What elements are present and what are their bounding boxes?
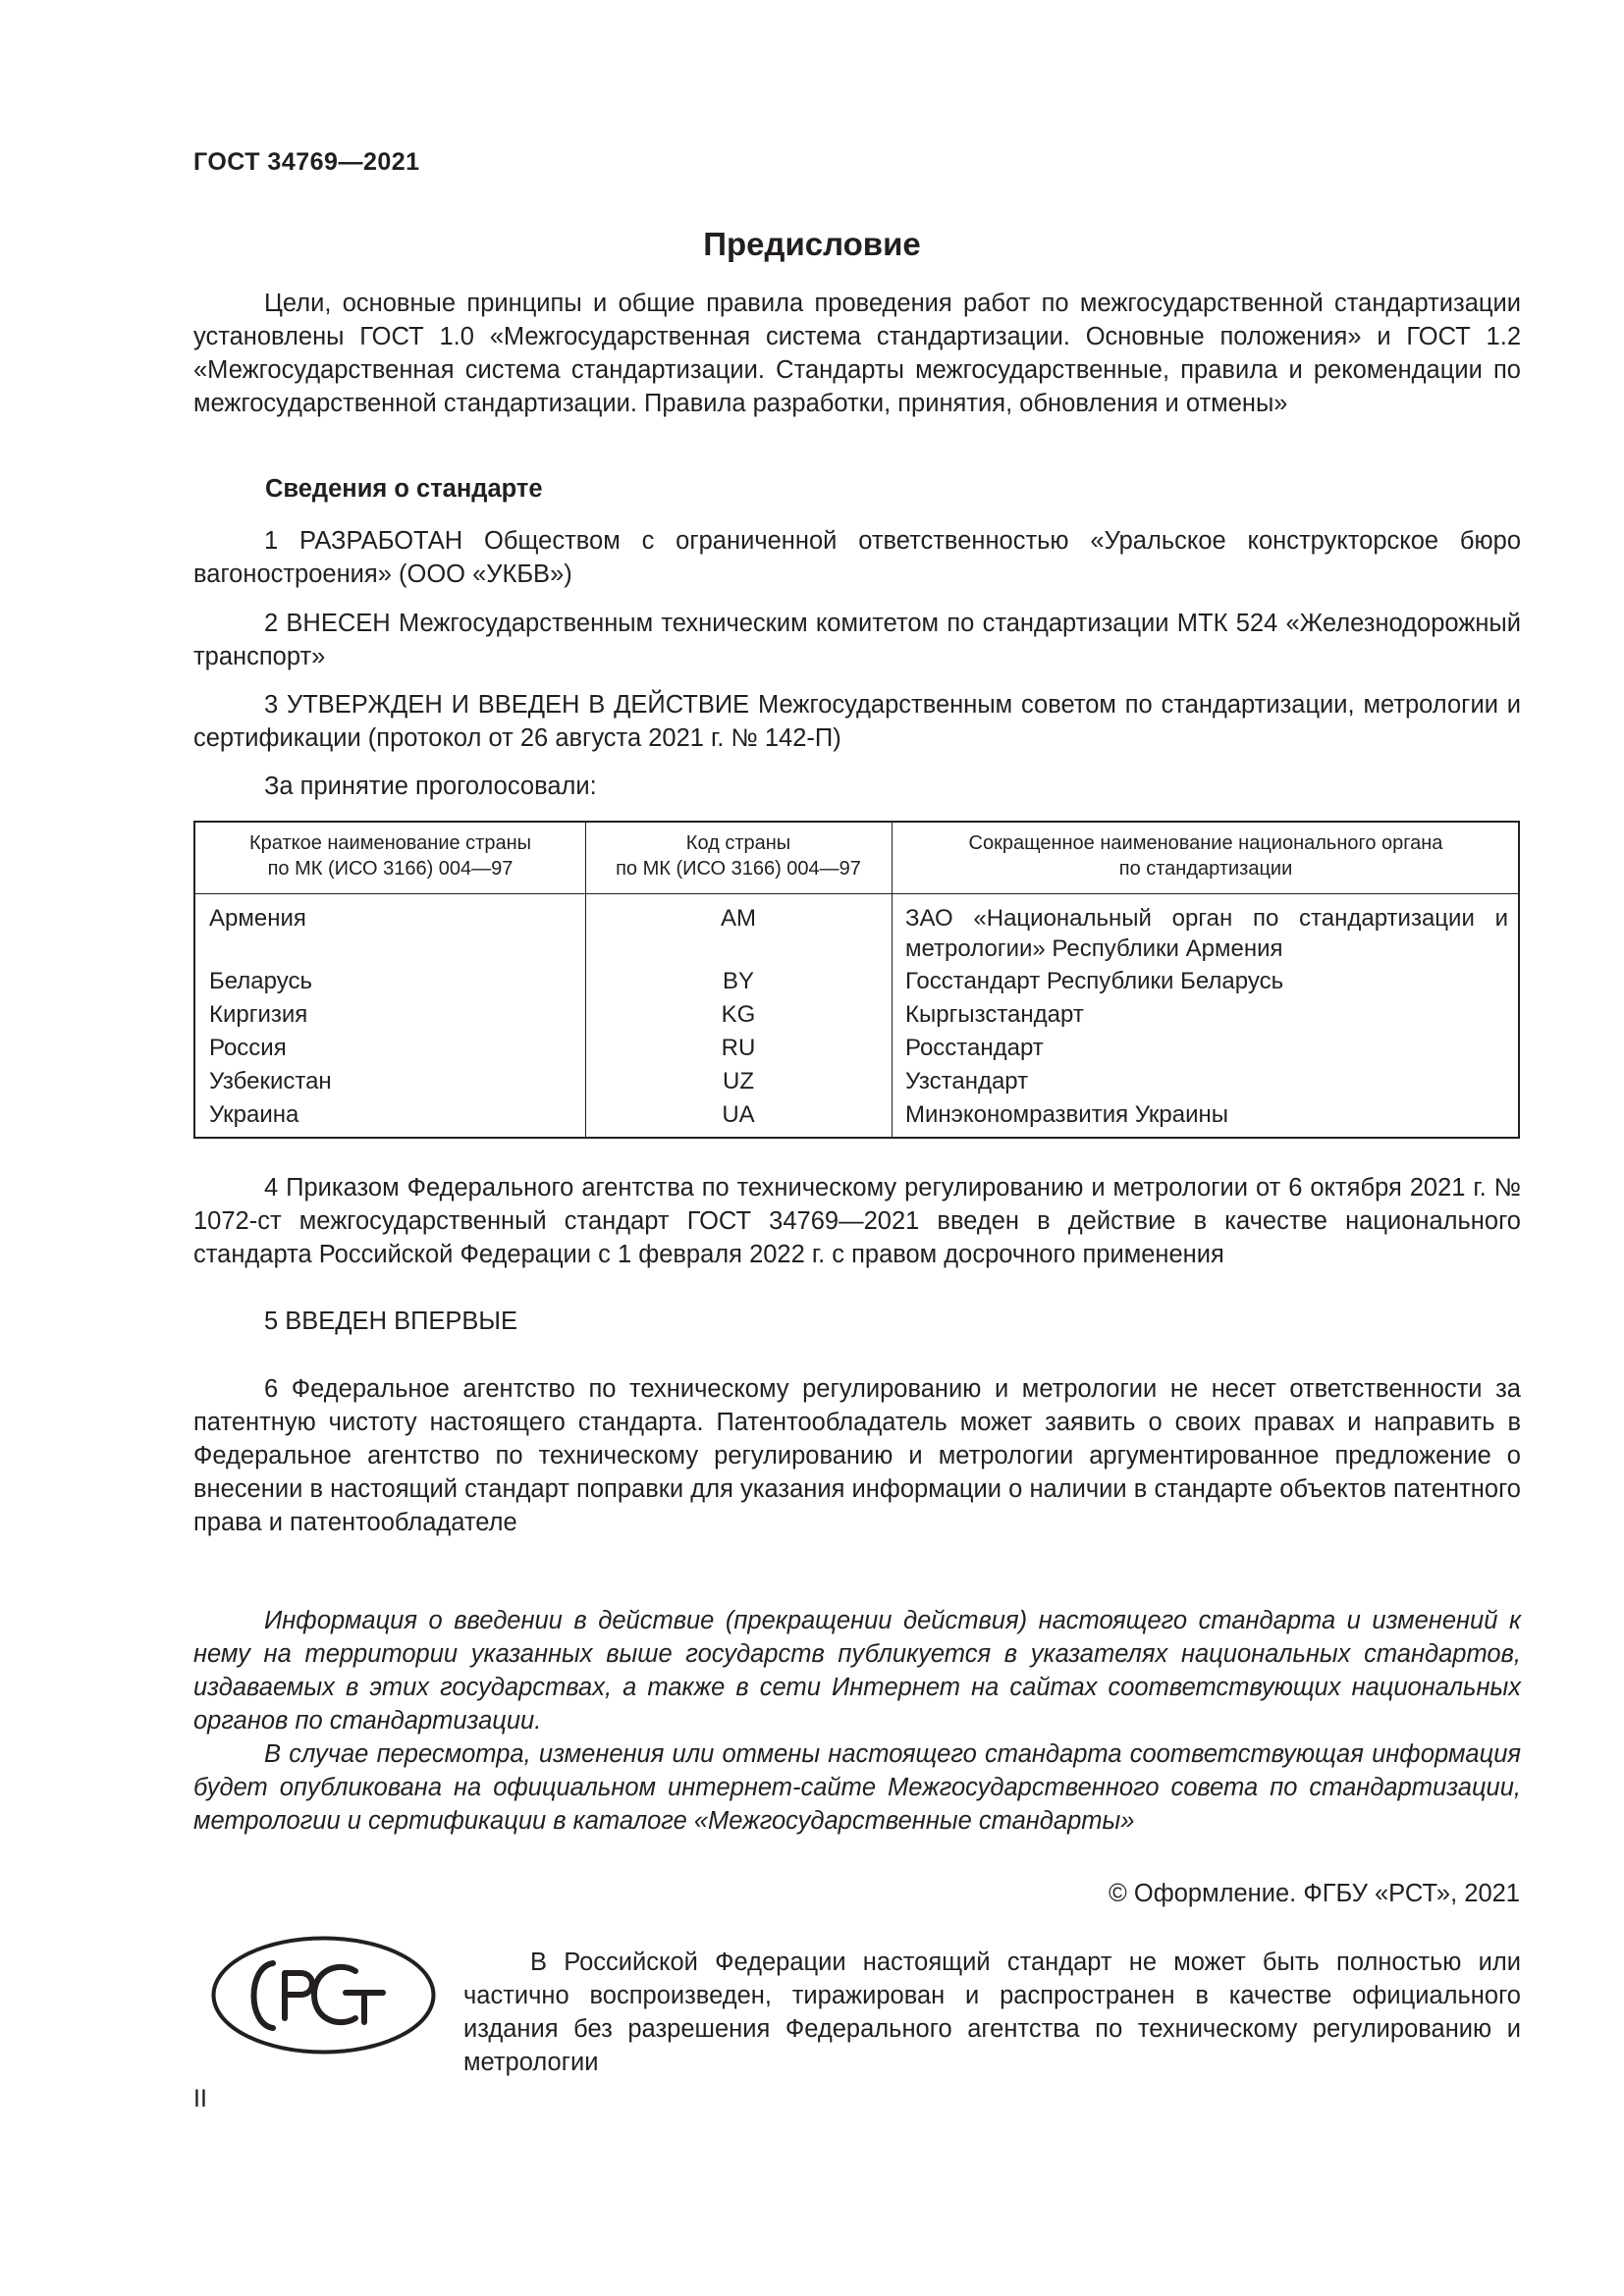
row-code: BY [722,968,754,994]
row-standards-body: Госстандарт Республики Беларусь [905,968,1284,994]
row-country: Армения [209,905,306,932]
row-code: AM [721,905,756,932]
row-country: Киргизия [209,1001,308,1028]
document-code: ГОСТ 34769—2021 [193,148,420,176]
intro-paragraph: Цели, основные принципы и общие правила проведения работ по межгосударственной стандартизации установлены ГОСТ 1.0 «Межгосударственная система стандартизации. Основные положения» и ГОСТ 1.2 «Межгосударственная система стандартизации. Стандарты межгосударственные, правила и рекомендации по межгосударственной стандартизации. Правила разработки, принятия, обновления и отмены» [193,290,1521,417]
row-code: RU [721,1035,756,1061]
page-number: II [193,2085,207,2112]
notice-paragraph: Информация о введении в действие (прекращении действия) настоящего стандарта и изменений к нему на территории указанных выше государств публикуется в указателях национальных стандартов, издаваемых в этих государствах, а также в сети Интернет на сайтах соответствующих национальных органов по стандартизации. [193,1607,1521,1735]
row-code: UZ [723,1068,754,1095]
row-code: UA [722,1101,755,1128]
table-header-country: Краткое наименование страны по МК (ИСО 3166) 004—97 [248,832,532,880]
row-country: Беларусь [209,968,312,994]
item-developed: 1 РАЗРАБОТАН Обществом с ограниченной ответственностью «Уральское конструкторское бюро вагоностроения» (ООО «УКБВ») [193,527,1521,588]
item-order: 4 Приказом Федерального агентства по техническому регулированию и метрологии от 6 октября 2021 г. № 1072-ст межгосударственный стандарт ГОСТ 34769—2021 введен в действие в качестве национального стандарта Российской Федерации с 1 февраля 2022 г. с правом досрочного применения [193,1174,1521,1268]
row-country: Узбекистан [209,1068,332,1095]
row-country: Украина [209,1101,299,1128]
row-standards-body: Узстандарт [905,1068,1029,1095]
table-header-code: Код страны по МК (ИСО 3166) 004—97 [616,832,861,880]
section-heading: Сведения о стандарте [265,475,543,503]
rst-logo-icon [208,1934,439,2056]
voting-table [193,821,1520,1139]
rf-reproduction-notice: В Российской Федерации настоящий стандарт не может быть полностью или частично воспроизведен, тиражирован и распространен в качестве официального издания без разрешения Федерального агентства по техническому регулированию и метрологии [463,1949,1521,2076]
row-country: Россия [209,1035,287,1061]
row-code: KG [721,1001,756,1028]
item-patent: 6 Федеральное агентство по техническому регулированию и метрологии не несет ответственности за патентную чистоту настоящего стандарта. Патентообладатель может заявить о своих правах и направить в Федеральное агентство по техническому регулированию и метрологии аргументированное предложение о внесении в настоящий стандарт поправки для указания информации о наличии в стандарте объектов патентного права и патентообладателе [193,1375,1521,1536]
notice-paragraph: В случае пересмотра, изменения или отмены настоящего стандарта соответствующая информация будет опубликована на официальном интернет-сайте Межгосударственного совета по стандартизации, метрологии и сертификации в каталоге «Межгосударственные стандарты» [193,1740,1521,1835]
page-title: Предисловие [703,226,921,262]
table-header-body: Сокращенное наименование национального органа по стандартизации [968,832,1443,880]
row-standards-body: Минэкономразвития Украины [905,1101,1229,1128]
row-standards-body: Кыргызстандарт [905,1001,1084,1028]
item-first-introduced: 5 ВВЕДЕН ВПЕРВЫЕ [264,1308,518,1335]
row-standards-body: Росстандарт [905,1035,1044,1061]
row-standards-body: ЗАО «Национальный орган по стандартизации и метрологии» Республики Армения [905,905,1508,962]
voted-label: За принятие проголосовали: [264,773,597,800]
item-submitted: 2 ВНЕСЕН Межгосударственным техническим комитетом по стандартизации МТК 524 «Железнодорожный транспорт» [193,610,1521,670]
item-approved: 3 УТВЕРЖДЕН И ВВЕДЕН В ДЕЙСТВИЕ Межгосударственным советом по стандартизации, метрологии и сертификации (протокол от 26 августа 2021 г. № 142-П) [193,691,1521,752]
copyright-line: © Оформление. ФГБУ «РСТ», 2021 [1109,1880,1520,1907]
